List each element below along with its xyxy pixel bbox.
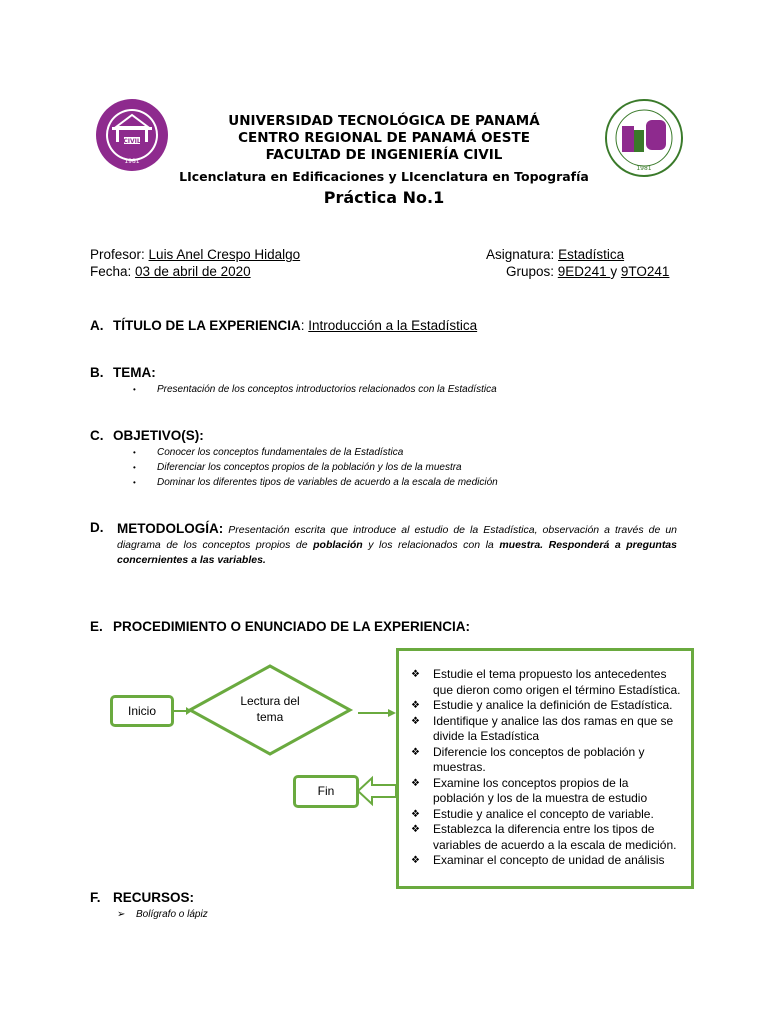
section-d-letter-block	[90, 520, 113, 535]
metodologia-paragraph	[117, 521, 677, 568]
logo-civil-text: CIVIL	[123, 138, 141, 145]
decision-label	[225, 693, 315, 725]
procedure-step	[408, 776, 682, 807]
objetivo-item: Diferenciar los conceptos propios de la población y los de la muestra	[157, 462, 462, 473]
section-b	[90, 365, 156, 380]
objetivo-bullet: • Dominar los diferentes tipos de variables de acuerdo a la escala de medición	[133, 477, 498, 488]
procedure-steps-box	[396, 648, 694, 889]
diamond-bullet-icon: ❖	[411, 808, 420, 820]
asignatura-value: Estadística	[558, 247, 625, 262]
section-a-title: TÍTULO DE LA EXPERIENCIA	[113, 318, 301, 333]
recurso-item	[117, 909, 208, 920]
end-node	[293, 775, 359, 808]
start-node	[110, 695, 174, 727]
section-a-value: Introducción a la Estadística	[308, 318, 478, 333]
step-text: Examine los conceptos propios de la población y los de la muestra de estudio	[433, 775, 648, 805]
recurso-text: Bolígrafo o lápiz	[136, 909, 208, 920]
procedure-step	[408, 822, 682, 853]
profesor-value: Luis Anel Crespo Hidalgo	[148, 247, 301, 262]
section-e	[90, 619, 470, 634]
step-text: Examinar el concepto de unidad de análisis	[433, 853, 665, 867]
step-text: Identifique y analice las dos ramas en que se divide la Estadística	[433, 713, 674, 743]
fecha-label: Fecha:	[90, 264, 132, 279]
diamond-bullet-icon: ❖	[411, 855, 420, 866]
diamond-bullet-icon: ❖	[411, 669, 420, 680]
section-e-title: PROCEDIMIENTO O ENUNCIADO DE LA EXPERIENCIA:	[113, 619, 471, 634]
diamond-bullet-icon: ❖	[411, 715, 420, 727]
end-node-label: Fin	[317, 784, 335, 798]
step-text: Establezca la diferencia entre los tipos de variables de acuerdo a la escala de medición.	[433, 822, 677, 852]
grupos-y: y	[610, 264, 618, 279]
degree-programs: LIcenclatura en Edificaciones y LIcenclatura en Topografía	[179, 169, 589, 184]
arrow-bullet-icon: ➢	[117, 909, 126, 920]
objetivo-bullet: • Diferenciar los conceptos propios de la población y los de la muestra	[133, 462, 462, 473]
procedure-step	[408, 807, 682, 823]
fecha-row	[90, 263, 251, 280]
steps-to-end-arrow	[358, 778, 396, 804]
logo-year-text: 1981	[124, 158, 140, 165]
step-text: Estudie y analice el concepto de variable.	[433, 806, 654, 821]
section-a: A. TÍTULO DE LA EXPERIENCIA: Introducción a la Estadística	[90, 318, 478, 333]
section-e-letter: E.	[90, 619, 103, 634]
profesor-row	[90, 246, 300, 263]
metodologia-text-1: Presentación escrita que introduce al estudio de la Estadística, observación a través de un diagrama de los conceptos propios de	[117, 524, 678, 551]
grupo-2: 9TO241	[620, 264, 670, 279]
section-c-letter: C.	[90, 428, 104, 443]
step-text: Estudie y analice la definición de Estadística.	[433, 698, 673, 712]
grupos-row	[506, 263, 669, 280]
diamond-bullet-icon: ❖	[411, 746, 420, 758]
section-c-title: OBJETIVO(S):	[113, 428, 204, 443]
procedure-step	[408, 667, 682, 698]
decision-label-line2: tema	[256, 710, 284, 724]
section-d-title: METODOLOGÍA:	[117, 521, 224, 536]
section-b-title: TEMA:	[113, 365, 156, 380]
regional-center: CENTRO REGIONAL DE PANAMÁ OESTE	[238, 130, 530, 146]
section-c	[90, 428, 204, 443]
practice-title: Práctica No.1	[323, 188, 445, 207]
profesor-label: Profesor:	[90, 247, 145, 262]
asignatura-label: Asignatura:	[486, 247, 555, 262]
section-f-title: RECURSOS:	[113, 890, 195, 905]
objetivo-item: Conocer los conceptos fundamentales de la Estadística	[157, 447, 404, 458]
section-f	[90, 890, 194, 905]
diamond-bullet-icon: ❖	[411, 824, 420, 835]
step-text: Diferencie los conceptos de población y muestras.	[433, 744, 645, 774]
step-text: Estudie el tema propuesto los antecedentes que dieron como origen el término Estadística.	[433, 667, 681, 697]
procedure-step	[408, 853, 682, 869]
tema-bullet: • Presentación de los conceptos introductorios relacionados con la Estadística	[133, 384, 497, 395]
diamond-bullet-icon: ❖	[411, 700, 420, 711]
diamond-bullet-icon: ❖	[411, 777, 420, 789]
procedure-step	[408, 714, 682, 745]
asignatura-row	[486, 246, 624, 263]
metodologia-text-2: y los relacionados con la	[368, 539, 494, 551]
faculty-name: FACULTAD DE INGENIERÍA CIVIL	[265, 147, 503, 163]
start-node-label: Inicio	[127, 704, 156, 718]
metodologia-bold-2: muestra. Responderá a preguntas concernientes a las variables.	[117, 539, 677, 566]
decision-label-line1: Lectura del	[240, 694, 300, 708]
objetivo-bullet: • Conocer los conceptos fundamentales de la Estadística	[133, 447, 404, 458]
fecha-value: 03 de abril de 2020	[135, 264, 251, 279]
section-a-letter: A.	[90, 318, 104, 333]
grupo-1: 9ED241	[557, 264, 611, 279]
section-d-letter: D.	[90, 520, 104, 535]
metodologia-bold-1: población	[313, 539, 363, 551]
section-b-letter: B.	[90, 365, 104, 380]
objetivo-item: Dominar los diferentes tipos de variables de acuerdo a la escala de medición	[157, 477, 498, 488]
tema-item: Presentación de los conceptos introductorios relacionados con la Estadística	[157, 384, 497, 395]
grupos-label: Grupos:	[506, 264, 555, 279]
section-f-letter: F.	[90, 890, 101, 905]
procedure-step	[408, 698, 682, 714]
utp-logo-year: 1981	[636, 165, 652, 172]
university-name: UNIVERSIDAD TECNOLÓGICA DE PANAMÁ	[228, 113, 540, 129]
procedure-step	[408, 745, 682, 776]
